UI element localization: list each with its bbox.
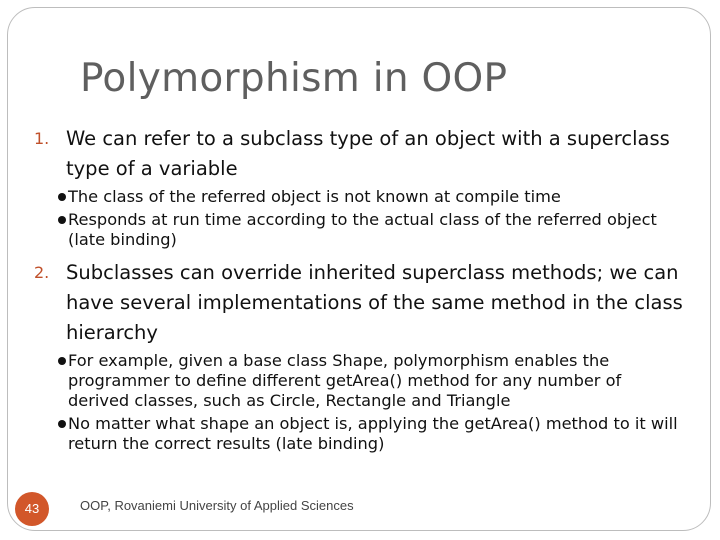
list-item-2-number: 2.	[34, 263, 50, 282]
list-item-1	[34, 124, 684, 184]
sub-bullet-1-2-text: Responds at run time according to the actual class of the referred object (late binding)	[68, 210, 657, 249]
sub-bullet-2-2-text: No matter what shape an object is, applying the getArea() method to it will return the correct results (late binding)	[68, 414, 678, 453]
bullet-icon	[58, 357, 66, 365]
bullet-icon	[58, 193, 66, 201]
slide-title: Polymorphism in OOP	[80, 56, 508, 101]
bullet-icon	[58, 420, 66, 428]
page-number-badge: 43	[15, 492, 49, 526]
sub-bullet-2-1	[34, 351, 684, 411]
sub-bullet-2-1-text: For example, given a base class Shape, polymorphism enables the programmer to define different getArea() method for any number of derived classes, such as Circle, Rectangle and Triangle	[68, 351, 622, 410]
list-item-2-text: Subclasses can override inherited superclass methods; we can have several implementations of the same method in the class hierarchy	[66, 261, 683, 344]
sub-bullet-2-2	[34, 414, 684, 454]
list-item-1-text: We can refer to a subclass type of an object with a superclass type of a variable	[66, 127, 670, 180]
slide-body	[34, 122, 684, 454]
sub-bullet-1-1	[34, 187, 684, 207]
list-item-1-number: 1.	[34, 129, 50, 148]
list-item-2	[34, 258, 684, 348]
sub-bullet-1-2	[34, 210, 684, 250]
sub-bullet-1-1-text: The class of the referred object is not known at compile time	[68, 187, 561, 206]
footer-text: OOP, Rovaniemi University of Applied Sciences	[80, 498, 354, 513]
bullet-icon	[58, 216, 66, 224]
